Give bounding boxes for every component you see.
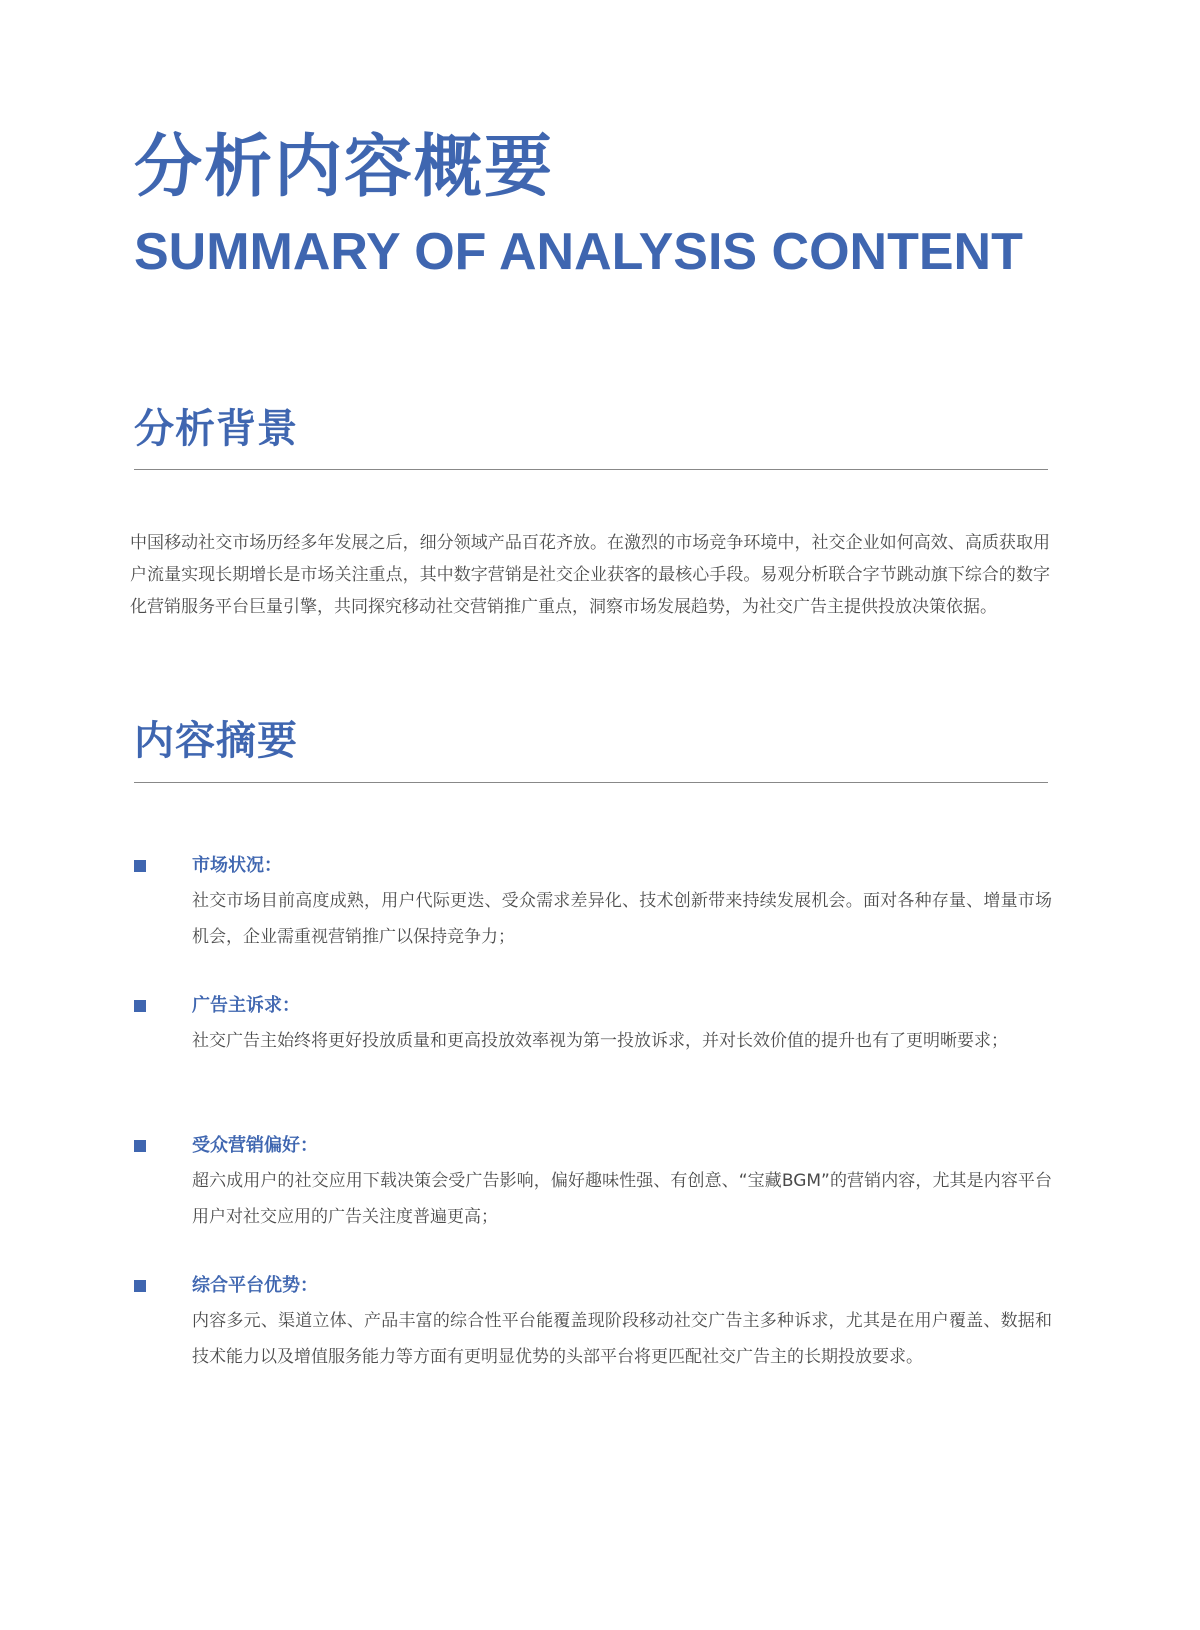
- bullet-square-icon: [134, 1140, 146, 1152]
- summary-item-market: [130, 849, 1050, 949]
- background-divider: [134, 469, 1048, 470]
- bullet-square-icon: [134, 1000, 146, 1012]
- summary-divider: [134, 782, 1048, 783]
- page-subtitle: SUMMARY OF ANALYSIS CONTENT: [134, 223, 1023, 281]
- summary-item-text: 社交广告主始终将更好投放质量和更高投放效率视为第一投放诉求，并对长效价值的提升也有了更明晰要求；: [192, 1031, 1008, 1051]
- background-heading: 分析背景: [134, 406, 298, 452]
- summary-item-advertiser: [130, 989, 1050, 1089]
- summary-item-text: 社交市场目前高度成熟，用户代际更迭、受众需求差异化、技术创新带来持续发展机会。面对各种存量、增量市场机会，企业需重视营销推广以保持竞争力；: [192, 891, 1052, 947]
- summary-item-platform: [130, 1269, 1050, 1409]
- summary-item-title: 广告主诉求：: [192, 995, 300, 1016]
- summary-item-text: 超六成用户的社交应用下载决策会受广告影响，偏好趣味性强、有创意、“宝藏BGM”的营销内容，尤其是内容平台用户对社交应用的广告关注度普遍更高；: [192, 1171, 1052, 1227]
- page-title: 分析内容概要: [134, 128, 555, 207]
- summary-item-text: 内容多元、渠道立体、产品丰富的综合性平台能覆盖现阶段移动社交广告主多种诉求，尤其是在用户覆盖、数据和技术能力以及增值服务能力等方面有更明显优势的头部平台将更匹配社交广告主的长期投放要求。: [192, 1311, 1052, 1367]
- summary-item-title: 受众营销偏好：: [192, 1135, 318, 1156]
- background-paragraph: 中国移动社交市场历经多年发展之后，细分领域产品百花齐放。在激烈的市场竞争环境中，社交企业如何高效、高质获取用户流量实现长期增长是市场关注重点，其中数字营销是社交企业获客的最核心手段。易观分析联合字节跳动旗下综合的数字化营销服务平台巨量引擎，共同探究移动社交营销推广重点，洞察市场发展趋势，为社交广告主提供投放决策依据。: [130, 533, 1050, 617]
- summary-item-title: 市场状况：: [192, 855, 282, 876]
- summary-item-title: 综合平台优势：: [192, 1275, 318, 1296]
- summary-heading: 内容摘要: [134, 718, 298, 764]
- summary-item-audience: [130, 1129, 1050, 1229]
- bullet-square-icon: [134, 1280, 146, 1292]
- bullet-square-icon: [134, 860, 146, 872]
